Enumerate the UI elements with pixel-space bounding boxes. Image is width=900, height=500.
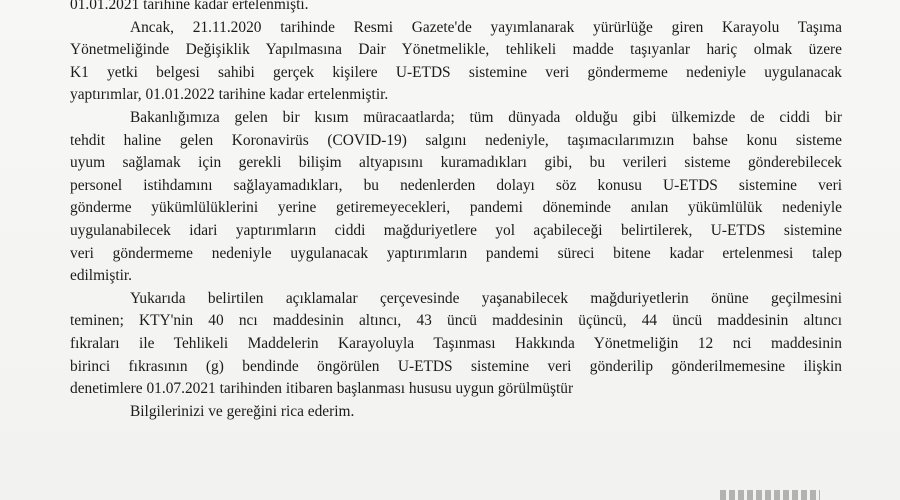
paragraph-4 (70, 288, 842, 401)
document-body (70, 0, 842, 423)
text-line: fıkraları ile Tehlikeli Maddelerin Karayoluyla Taşınması Hakkında Yönetmeliğin 12 nci maddesinin (70, 334, 842, 352)
text-line: Bakanlığımıza gelen bir kısım müracaatlarda; tüm dünyada olduğu gibi ülkemizde de ciddi bir (130, 108, 842, 126)
paragraph-2 (70, 17, 842, 107)
text-line: yaptırımlar, 01.01.2022 tarihine kadar ertelenmiştir. (70, 86, 389, 104)
text-line: Bilgilerinizi ve gereğini rica ederim. (130, 402, 355, 420)
text-line: edilmiştir. (70, 267, 132, 285)
text-line: uygulanabilecek idari yaptırımların ciddi mağduriyetlere yol açabileceği belirtilerek, U-ETDS sistemine (70, 221, 842, 239)
text-line: teminen; KTY'nin 40 ncı maddesinin altıncı, 43 üncü maddesinin üçüncü, 44 üncü maddesinin altıncı (70, 312, 842, 330)
paragraph-3 (70, 107, 842, 288)
text-line: K1 yetki belgesi sahibi gerçek kişilere U-ETDS sistemine veri göndermeme nedeniyle uygulanacak (70, 63, 842, 81)
text-line: birinci fıkrasının (g) bendinde öngörülen U-ETDS sistemine veri gönderilip gönderilmemesine ilişkin (70, 357, 842, 375)
text-line: gönderme yükümlülüklerini yerine getiremeyecekleri, pandemi döneminde anılan yükümlülük nedeniyle (70, 199, 842, 217)
text-line: uyum sağlamak için gerekli bilişim altyapısını kuramadıkları gibi, bu verileri sisteme gönderebilecek (70, 154, 842, 172)
text-line: tehdit haline gelen Koronavirüs (COVID-19) salgını nedeniyle, taşımacılarımızın bahse konu sisteme (70, 131, 842, 149)
text-line: Yönetmeliğinde Değişiklik Yapılmasına Dair Yönetmelikle, tehlikeli madde taşıyanlar hariç olmak üzere (70, 41, 842, 59)
signature-fragment (720, 490, 820, 500)
text-line: Ancak, 21.11.2020 tarihinde Resmi Gazete'de yayımlanarak yürürlüğe giren Karayolu Taşıma (130, 18, 842, 36)
text-line: denetimlere 01.07.2021 tarihinden itibaren başlanması hususu uygun görülmüştür (70, 380, 574, 398)
paragraph-1 (70, 0, 842, 17)
text-line: Yukarıda belirtilen açıklamalar çerçevesinde yaşanabilecek mağduriyetlerin önüne geçilmesini (130, 289, 842, 307)
text-line: personel istihdamını sağlayamadıkları, bu nedenlerden dolayı söz konusu U-ETDS sistemine veri (70, 176, 842, 194)
text-line: veri göndermeme nedeniyle uygulanacak yaptırımların pandemi süreci bitene kadar ertelenmesi talep (70, 244, 842, 262)
closing-line (70, 401, 842, 424)
text-line: 01.01.2021 tarihine kadar ertelenmişti. (70, 0, 309, 13)
